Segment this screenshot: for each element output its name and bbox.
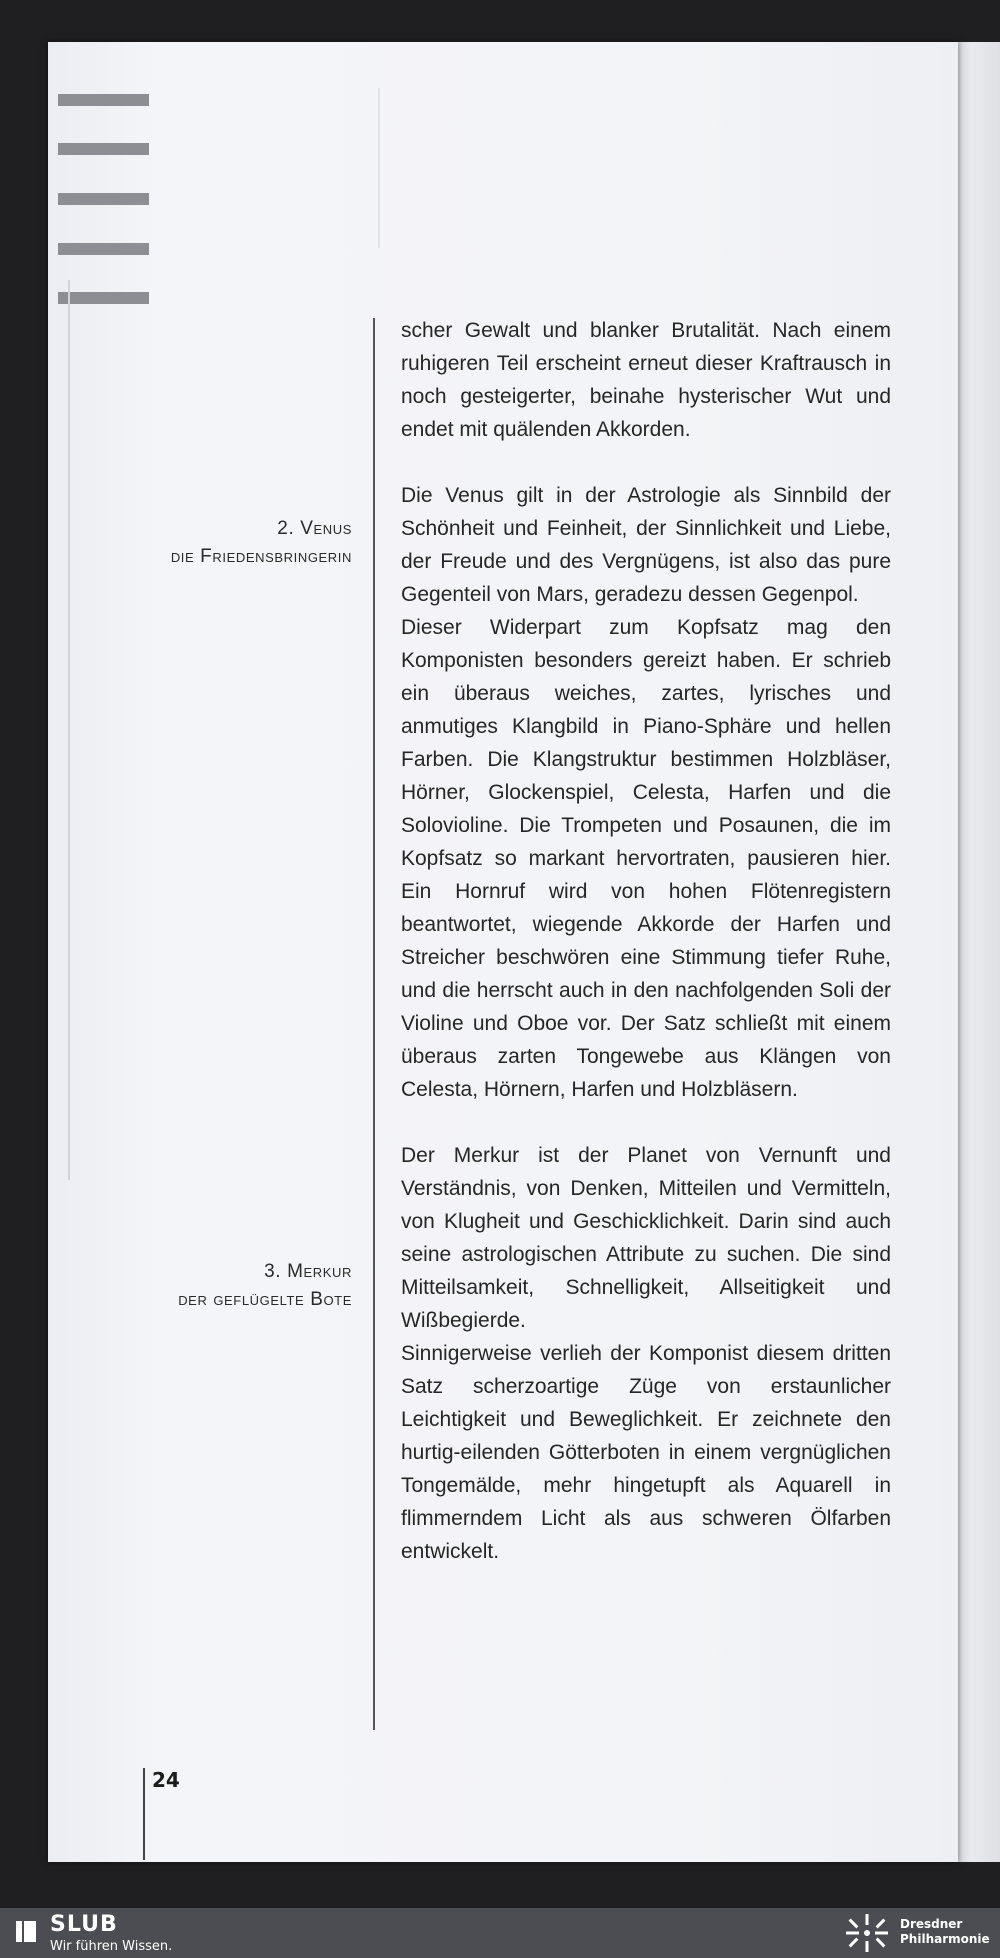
paragraph: Dieser Widerpart zum Kopfsatz mag den Komponisten besonders gereizt haben. Er schrieb ein überaus weiches, zartes, lyrisches und anmutiges Klangbild in Piano-Sphäre und hellen Farben. Die Klangstruktur bestimmen Holzbläser, Hörner, Glockenspiel, Celesta, Harfen und die Solovioline. Die Trompeten und Posaunen, die im Kopfsatz so markant hervortraten, pausieren hier. Ein Hornruf wird von hohen Flötenregistern beantwortet, wiegende Akkorde der Harfen und Streicher beschwören eine Stimmung tiefer Ruhe, und die herrscht auch in den nachfolgenden Soli der Violine und Oboe vor. Der Satz schließt mit einem überaus zarten Tongewebe aus Klängen von Celesta, Hörnern, Harfen und Holzbläsern. bbox=[401, 616, 891, 1101]
side-heading-number: 3. Merkur bbox=[264, 1261, 352, 1282]
body-text bbox=[401, 314, 891, 1568]
philharmonie-logo-icon bbox=[840, 1912, 894, 1954]
ruler-bar bbox=[58, 243, 149, 255]
philharmonie-brand[interactable] bbox=[900, 1917, 990, 1947]
page-number: 24 bbox=[152, 1768, 180, 1792]
column-divider bbox=[373, 318, 375, 1730]
philharmonie-line1: Dresdner bbox=[900, 1917, 963, 1931]
paragraph: Sinnigerweise verlieh der Komponist diesem dritten Satz scherzoartige Züge von erstaunlicher Leichtigkeit und Beweglichkeit. Er zeichnete den hurtig-eilenden Götterboten in einem vergnüglichen Tongemälde, mehr hingetupft als Aquarell in flimmerndem Licht als aus schweren Ölfarben entwickelt. bbox=[401, 1342, 891, 1563]
ruler-bar bbox=[58, 94, 149, 106]
page-fold-shadow bbox=[68, 280, 70, 1180]
ruler-bar bbox=[58, 143, 149, 155]
footer-bar bbox=[0, 1908, 1000, 1958]
paragraph: Die Venus gilt in der Astrologie als Sinnbild der Schönheit und Feinheit, der Sinnlichkeit und Liebe, der Freude und des Vergnügens, ist also das pure Gegenteil von Mars, geradezu dessen Gegenpol. bbox=[401, 484, 891, 606]
paragraph: scher Gewalt und blanker Brutalität. Nach einem ruhigeren Teil erscheint erneut dieser Kraftrausch in noch gesteigerter, beinahe hysterischer Wut und endet mit quälenden Akkorden. bbox=[401, 319, 891, 441]
side-heading-subtitle: die Friedensbringerin bbox=[170, 546, 352, 567]
side-heading-merkur bbox=[130, 1258, 352, 1314]
next-page-edge bbox=[952, 42, 1000, 1862]
side-heading-number: 2. Venus bbox=[277, 518, 352, 539]
page-number-rule bbox=[143, 1768, 145, 1860]
side-heading-venus bbox=[130, 515, 352, 571]
philharmonie-line2: Philharmonie bbox=[900, 1932, 990, 1946]
side-heading-subtitle: der geflügelte Bote bbox=[178, 1289, 352, 1310]
show-through-line bbox=[378, 88, 380, 248]
ruler-bar bbox=[58, 193, 149, 205]
slub-logo-icon bbox=[14, 1918, 38, 1944]
slub-tagline: Wir führen Wissen. bbox=[50, 1939, 173, 1954]
slub-brand[interactable]: SLUB bbox=[50, 1912, 118, 1937]
paragraph: Der Merkur ist der Planet von Vernunft und Verständnis, von Denken, Mitteilen und Vermitteln, von Klugheit und Geschicklichkeit. Darin sind auch seine astrologischen Attribute zu suchen. Die sind Mitteilsamkeit, Schnelligkeit, Allseitigkeit und Wißbegierde. bbox=[401, 1144, 891, 1332]
ruler-bar bbox=[58, 292, 149, 304]
